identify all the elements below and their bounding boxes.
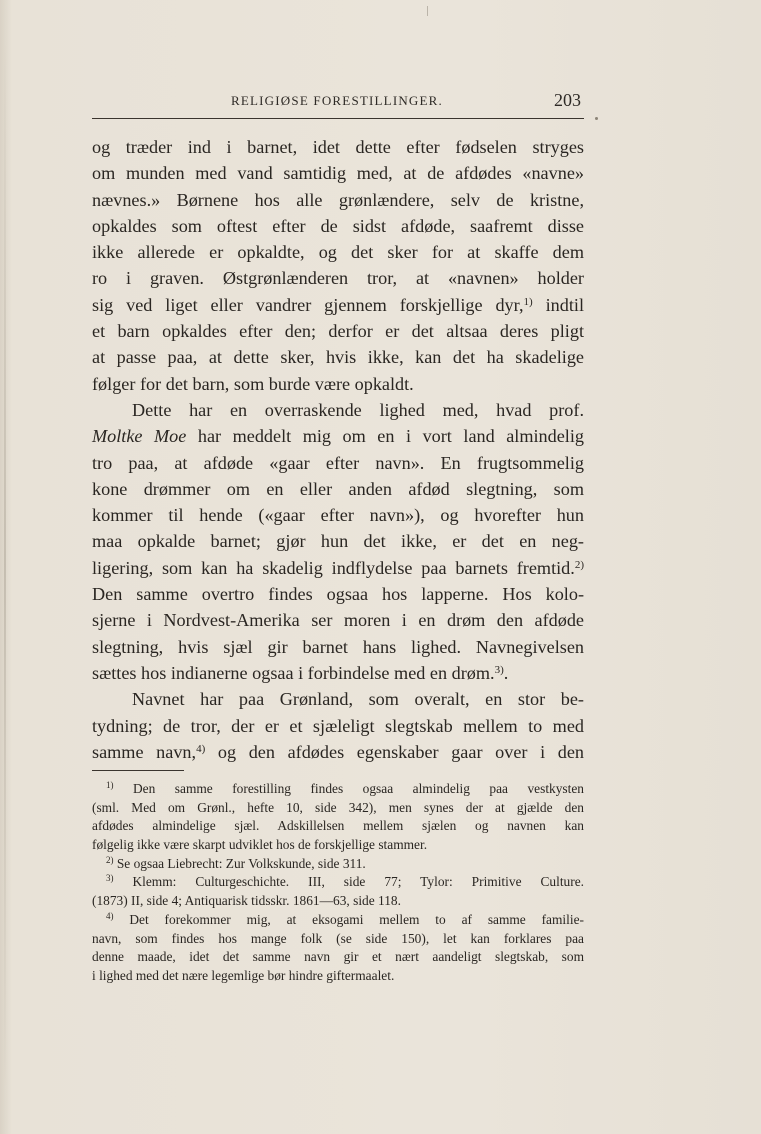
footnote-ref: 2): [574, 558, 584, 571]
paper-speck: [595, 117, 598, 120]
main-text: [92, 134, 584, 765]
footnote-line: [92, 855, 584, 874]
text-segment: samme navn,: [92, 741, 197, 762]
footnote-line: (1873) II, side 4; Antiquarisk tidsskr. 1861—63, side 118.: [92, 893, 401, 909]
footnote-line: (sml. Med om Grønl., hefte 10, side 342), men synes der at gjælde den: [92, 799, 584, 815]
footnote-ref: 1): [523, 295, 533, 308]
text-line: om munden med vand samtidig med, at de afdødes «navne»: [92, 163, 584, 184]
text-segment: sættes hos indianerne ogsaa i forbindelse med en drøm.: [92, 662, 495, 683]
text-segment: har meddelt mig om en i vort land almindelig: [197, 426, 585, 447]
footnote-rule: [92, 770, 184, 771]
text-segment: .: [503, 662, 509, 683]
text-segment: og den afdødes egenskaber gaar over i den: [217, 741, 585, 762]
footnotes: [92, 780, 584, 986]
running-header: [92, 91, 584, 117]
text-line: ro i graven. Østgrønlænderen tror, at «navnen» holder: [92, 268, 584, 289]
footnote-marker: 2): [106, 854, 114, 865]
text-line: opkaldes som oftest efter de sidst afdøde, saafremt disse: [92, 215, 584, 236]
footnote-ref: 3): [494, 663, 504, 676]
footnote-line: denne maade, idet det samme navn gir et nært aandeligt slegtskab, som: [92, 949, 584, 965]
binding-shadow: [4, 40, 6, 1090]
text-segment: Den samme forestilling findes ogsaa almindelig paa vestkysten: [133, 781, 584, 796]
text-line: [92, 660, 584, 686]
text-line: kone drømmer om en eller anden afdød slegtning, som: [92, 478, 584, 499]
header-rule: [92, 118, 584, 119]
text-line: ikke allerede er opkaldte, og det sker for at skaffe dem: [92, 242, 584, 263]
paper-speck: [427, 6, 428, 16]
text-line: [92, 423, 584, 449]
footnote-line: [92, 780, 584, 799]
text-line: tydning; de tror, der er et sjæleligt slegtskab mellem to med: [92, 715, 584, 736]
footnote-line: afdødes almindelige sjæl. Adskillelsen mellem sjælen og navnen kan: [92, 818, 584, 834]
text-line: maa opkalde barnet; gjør hun det ikke, er det en neg-: [92, 531, 584, 552]
text-line: [92, 739, 584, 765]
text-segment: Det forekommer mig, at eksogami mellem to af samme familie-: [129, 911, 584, 927]
footnote-line: navn, som findes hos mange folk (se side 150), let kan forklares paa: [92, 930, 584, 946]
text-line: [92, 292, 584, 318]
text-segment: Se ogsaa Liebrecht: Zur Volkskunde, side 311.: [116, 855, 366, 871]
text-line: Navnet har paa Grønland, som overalt, en stor be-: [132, 689, 584, 710]
text-segment: sig ved liget eller vandrer gjennem forskjellige dyr,: [92, 294, 524, 315]
text-segment: indtil: [545, 294, 584, 315]
text-line: og træder ind i barnet, idet dette efter fødselen stryges: [92, 137, 584, 157]
text-line: Den samme overtro findes ogsaa hos lapperne. Hos kolo-: [92, 584, 584, 605]
text-line: tro paa, at afdøde «gaar efter navn». En frugtsommelig: [92, 452, 584, 473]
page-number: 203: [554, 90, 581, 110]
footnote-line: [92, 911, 584, 930]
text-line: [92, 555, 584, 581]
text-segment: ligering, som kan ha skadelig indflydelse paa barnets fremtid.: [92, 557, 575, 578]
text-segment: Klemm: Culturgeschichte. III, side 77; Tylor: Primitive Culture.: [132, 874, 584, 890]
footnote-line: [92, 873, 584, 892]
text-line: sjerne i Nordvest-Amerika ser moren i en drøm den afdøde: [92, 610, 584, 631]
text-line: at passe paa, at dette sker, hvis ikke, kan det ha skadelige: [92, 347, 584, 368]
text-line: kommer til hende («gaar efter navn»), og hvorefter hun: [92, 505, 584, 526]
text-line: et barn opkaldes efter den; derfor er det altsaa deres pligt: [92, 321, 584, 342]
italic-name: Moltke Moe: [92, 426, 187, 447]
footnote-marker: 3): [106, 873, 114, 884]
text-line: Dette har en overraskende lighed med, hvad prof.: [132, 399, 584, 420]
footnote-ref: 4): [196, 742, 206, 755]
running-title: RELIGIØSE FORESTILLINGER.: [231, 93, 443, 108]
footnote-marker: 4): [106, 910, 114, 921]
text-line: følger for det barn, som burde være opkaldt.: [92, 373, 414, 394]
footnote-line: følgelig ikke være skarpt udviklet hos de forskjellige stammer.: [92, 837, 428, 853]
footnote-marker: 1): [106, 780, 114, 790]
footnote-line: i lighed med det nære legemlige bør hindre giftermaalet.: [92, 967, 395, 983]
text-line: slegtning, hvis sjæl gir barnet hans lighed. Navnegivelsen: [92, 636, 584, 657]
text-line: nævnes.» Børnene hos alle grønlændere, selv de kristne,: [92, 189, 584, 210]
